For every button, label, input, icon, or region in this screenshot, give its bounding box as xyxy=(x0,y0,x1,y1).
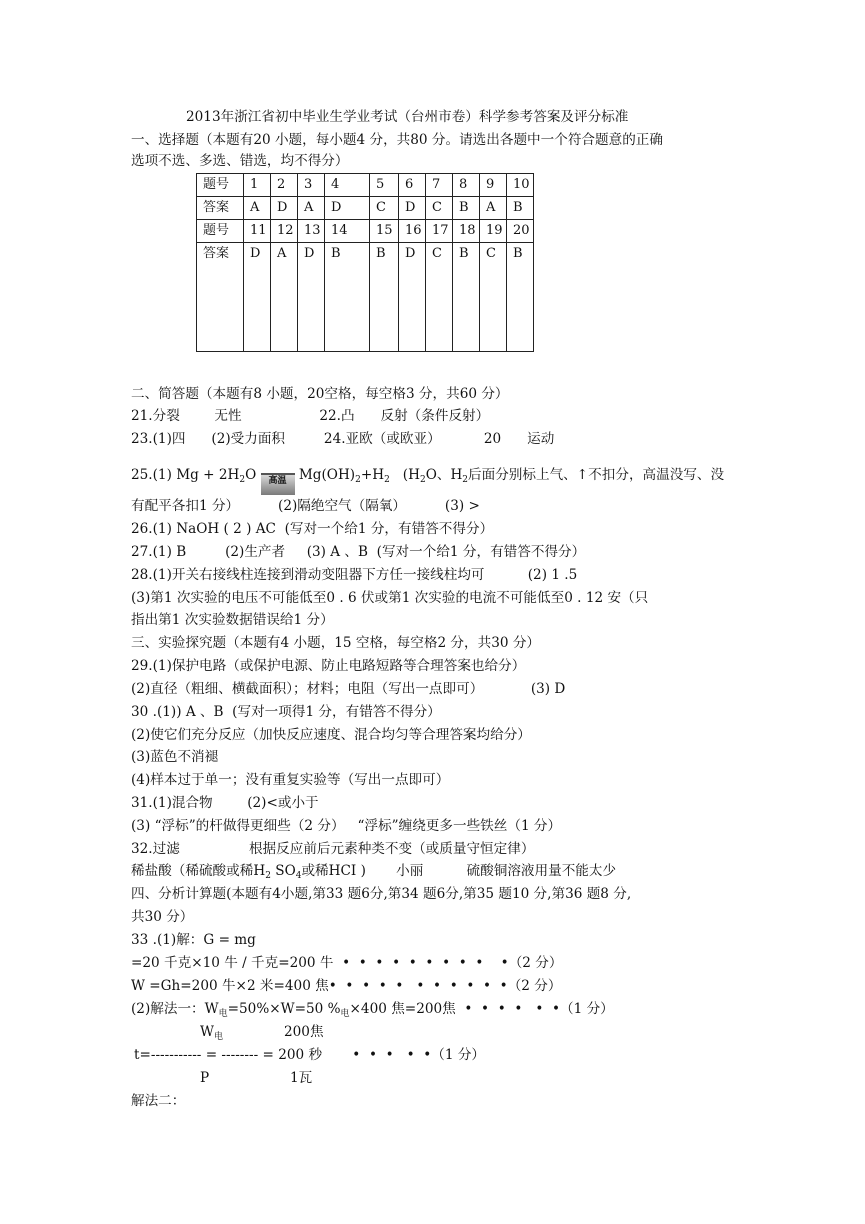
answer-q31-l1: 31.(1)混合物 (2)<或小于 xyxy=(131,795,319,811)
table-cell: D xyxy=(399,243,426,352)
table-cell: 11 xyxy=(244,220,271,243)
section4-heading-l2: 共30 分） xyxy=(131,909,194,925)
answer-q26: 26.(1) NaOH ( 2 ) AC (写对一个给1 分，有错答不得分） xyxy=(131,521,494,537)
table-cell: D xyxy=(399,197,426,220)
table-cell: 13 xyxy=(298,220,325,243)
table-cell: A xyxy=(298,197,325,220)
row-label: 答案 xyxy=(197,197,244,220)
table-cell: B xyxy=(453,197,480,220)
answer-table xyxy=(196,173,534,352)
fraction-numerator-value: 200焦 xyxy=(284,1024,324,1040)
table-cell: C xyxy=(426,197,453,220)
table-cell: B xyxy=(453,243,480,352)
table-cell: 17 xyxy=(426,220,453,243)
section3-heading: 三、实验探究题（本题有4 小题，15 空格，每空格2 分，共30 分） xyxy=(131,635,541,651)
answer-q33-l4: (2)解法一：$W_电=50\%\times W=50$ $\%_电\times 400$ 焦=200焦 • • • • • •（1 分） xyxy=(131,1001,614,1019)
table-cell: B xyxy=(370,243,399,352)
answer-q29-l1: 29.(1)保护电路（或保护电源、防止电路短路等合理答案也给分） xyxy=(131,658,526,674)
table-cell: 9 xyxy=(480,174,507,197)
table-cell: 5 xyxy=(370,174,399,197)
table-cell: D xyxy=(271,197,298,220)
table-cell: 6 xyxy=(399,174,426,197)
table-cell: 7 xyxy=(426,174,453,197)
table-row xyxy=(197,197,534,220)
fraction-denominator-value: 1瓦 xyxy=(290,1070,313,1086)
table-cell: 12 xyxy=(271,220,298,243)
answer-q28-l1: 28.(1)开关右接线柱连接到滑动变阻器下方任一接线柱均可 (2) 1 .5 xyxy=(131,567,578,583)
table-cell: B xyxy=(325,243,370,352)
section1-heading-l2: 选项不选、多选、错选，均不得分） xyxy=(131,153,349,169)
answer-q23: 23.(1)四 (2)受力面积 24.亚欧（或欧亚） 20 运动 xyxy=(131,431,555,447)
table-cell: 8 xyxy=(453,174,480,197)
answer-q27: 27.(1) B (2)生产者 (3) A 、B (写对一个给1 分，有错答不得分） xyxy=(131,544,586,560)
answer-q30-l4: (4)样本过于单一；没有重复实验等（写出一点即可） xyxy=(131,772,450,788)
answer-q21: 21.分裂 无性 22.凸 反射（条件反射） xyxy=(131,408,490,424)
reaction-condition: 高温 xyxy=(261,473,295,495)
table-cell: D xyxy=(244,243,271,352)
fraction-line: t=----------- = -------- = 200 秒 • • • • •（1 分） xyxy=(134,1047,486,1063)
table-cell: C xyxy=(370,197,399,220)
table-cell: D xyxy=(298,243,325,352)
section4-heading-l1: 四、分析计算题(本题有4小题,第33 题6分,第34 题6分,第35 题10 分,第36 题8 分, xyxy=(131,886,632,902)
answer-q30-l2: (2)使它们充分反应（加快反应速度、混合均匀等合理答案均给分） xyxy=(131,727,531,743)
table-row xyxy=(197,243,534,352)
table-cell: C xyxy=(426,243,453,352)
answer-q30-l3: (3)蓝色不消褪 xyxy=(131,749,219,765)
table-cell: 14 xyxy=(325,220,370,243)
answer-q31-l2: (3) “浮标”的杆做得更细些（2 分） “浮标”缠绕更多一些铁丝（1 分） xyxy=(131,818,562,834)
answer-q33-l3: W =Gh=200 牛×2 米=400 焦• • • • • • • • • • •（2 分） xyxy=(131,978,562,994)
answer-q32-l1: 32.过滤 根据反应前后元素种类不变（或质量守恒定律） xyxy=(131,841,535,857)
table-cell: 19 xyxy=(480,220,507,243)
table-cell: B xyxy=(507,243,534,352)
table-cell: 20 xyxy=(507,220,534,243)
table-cell: 3 xyxy=(298,174,325,197)
row-label: 题号 xyxy=(197,174,244,197)
row-label: 答案 xyxy=(197,243,244,352)
table-cell: 2 xyxy=(271,174,298,197)
row-label: 题号 xyxy=(197,220,244,243)
table-cell: A xyxy=(480,197,507,220)
answer-q28-l2: (3)第1 次实验的电压不可能低至0 . 6 伏或第1 次实验的电流不可能低至0 . 12 安（只 xyxy=(131,590,649,606)
answer-q30-l1: 30 .(1)) A 、B (写对一项得1 分，有错答不得分） xyxy=(131,704,441,720)
table-cell: D xyxy=(325,197,370,220)
answer-q32-l2: 稀盐酸（稀硫酸或稀$H_2$ $SO_4$或稀HCI ) 小丽 硫酸铜溶液用量不能太少 xyxy=(131,863,617,881)
table-row xyxy=(197,174,534,197)
table-cell: 18 xyxy=(453,220,480,243)
answer-q33-l2: =20 千克×10 牛 / 千克=200 牛 • • • • • • • • • •（2 分） xyxy=(131,955,563,971)
answer-q25: 25.(1) $Mg + 2H_2O$ 高温 $Mg(OH)_2+H_2$ ($H_2O$、$H_2$后面分别标上气、↑不扣分，高温没写、没 xyxy=(131,466,724,495)
section1-heading-l1: 一、选择题（本题有20 小题，每小题4 分，共80 分。请选出各题中一个符合题意的正确 xyxy=(131,132,663,148)
table-cell: 10 xyxy=(507,174,534,197)
answer-q29-l2: (2)直径（粗细、横截面积）；材料；电阻（写出一点即可） (3) D xyxy=(131,681,566,697)
answer-q28-l3: 指出第1 次实验数据错误给1 分） xyxy=(131,612,334,628)
method-two-label: 解法二： xyxy=(131,1093,186,1109)
table-cell: 1 xyxy=(244,174,271,197)
table-cell: 15 xyxy=(370,220,399,243)
table-cell: A xyxy=(244,197,271,220)
table-cell: B xyxy=(507,197,534,220)
page-title: 2013年浙江省初中毕业生学业考试（台州市卷）科学参考答案及评分标准 xyxy=(186,109,629,125)
answer-q25-line2: 有配平各扣1 分） (2)隔绝空气（隔氧） (3) > xyxy=(131,498,480,514)
table-cell: 16 xyxy=(399,220,426,243)
fraction-numerator: $W_电$ xyxy=(200,1024,223,1042)
table-cell: A xyxy=(271,243,298,352)
table-cell: C xyxy=(480,243,507,352)
answer-q33-l1: 33 .(1)解：G = mg xyxy=(131,932,256,948)
fraction-denominator: P xyxy=(200,1070,210,1086)
table-row xyxy=(197,220,534,243)
section2-heading: 二、简答题（本题有8 小题，20空格，每空格3 分，共60 分） xyxy=(131,386,509,402)
table-cell: 4 xyxy=(325,174,370,197)
